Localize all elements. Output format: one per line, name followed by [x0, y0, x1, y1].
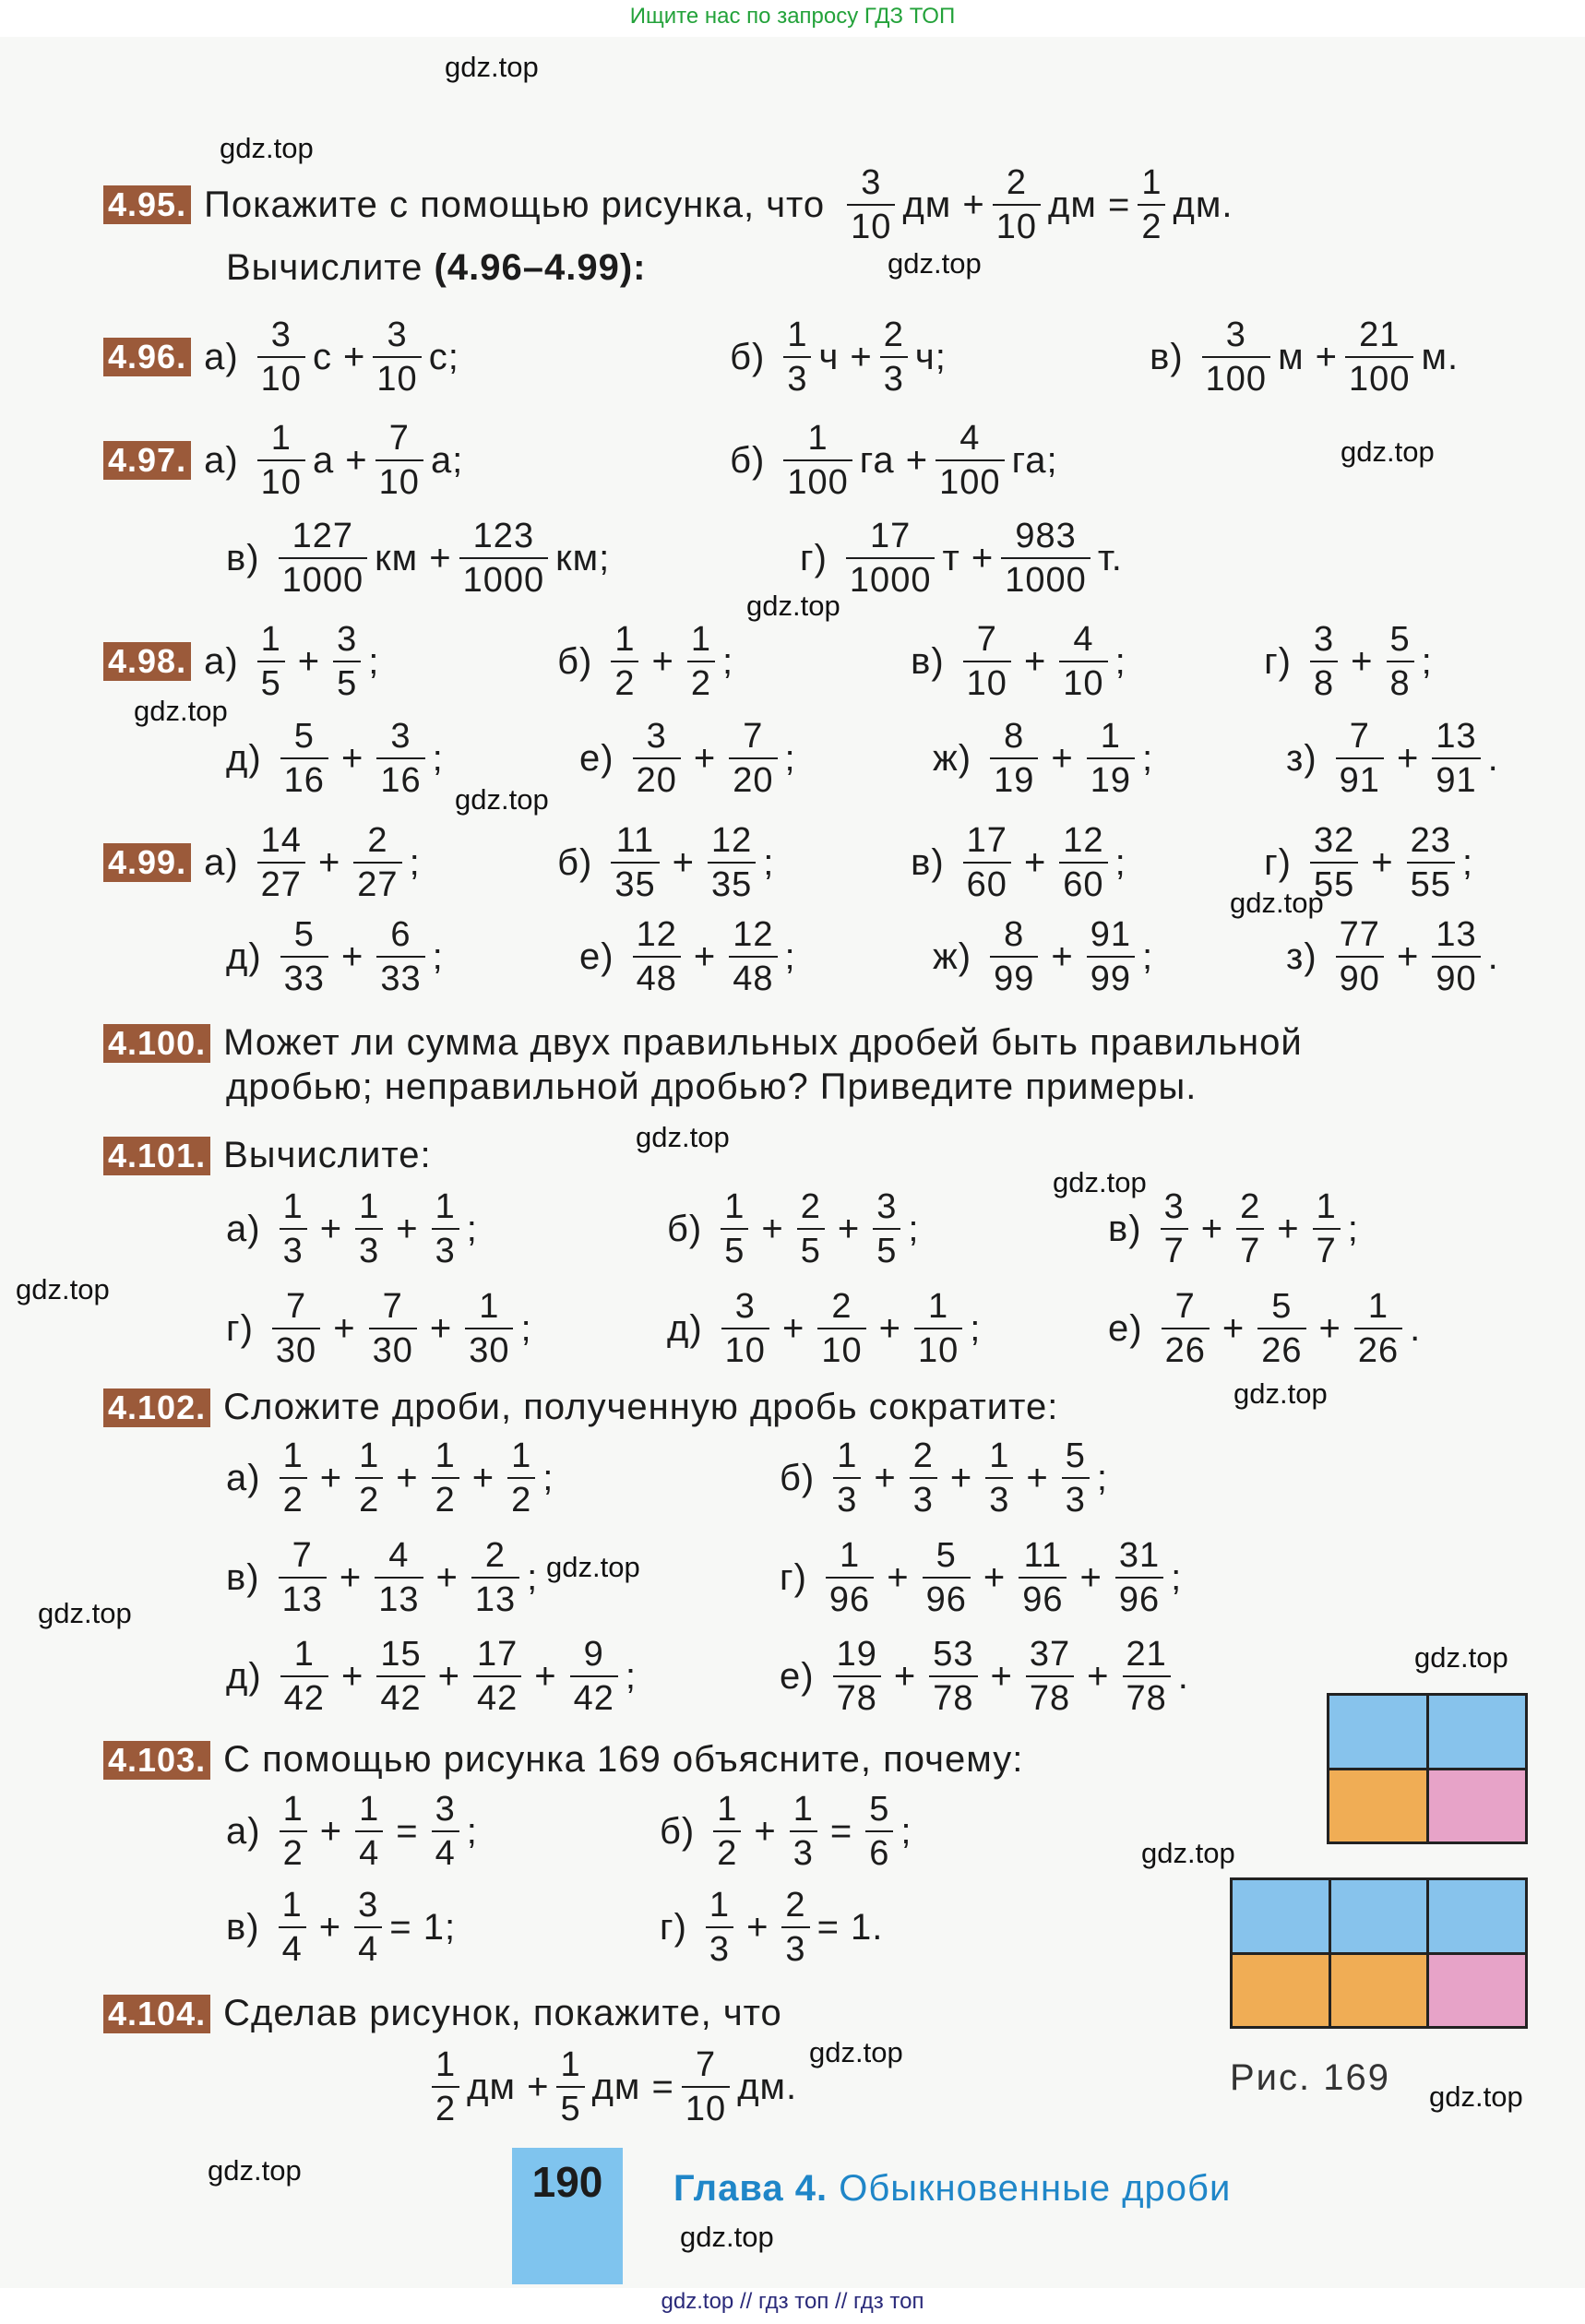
watermark: gdz.top [134, 695, 228, 727]
exercise-4-99 [103, 819, 1473, 906]
task-b: б) $\frac{1}{2}$ + $\frac{1}{2}$ ; [557, 620, 734, 703]
exercise-number: 4.101. [103, 1137, 210, 1175]
task-a: а) $\frac{1}{2}$ + $\frac{1}{2}$ + $\frac{1}{2}$ + $\frac{1}{2}$ ; [226, 1436, 554, 1520]
task-f: е) $\frac{19}{78}$ + $\frac{53}{78}$ + $\frac{37}{78}$ + $\frac{21}{78}$ . [780, 1635, 1189, 1718]
watermark: gdz.top [1341, 435, 1435, 468]
exercise-text: Покажите с помощью рисунка, что [204, 184, 826, 225]
fraction: $\frac{2}{10}$ [993, 161, 1041, 248]
task-c: в) $\frac{17}{60}$ + $\frac{12}{60}$ ; [911, 821, 1126, 904]
exercise-text-line2: дробью; неправильной дробью? Приведите примеры. [226, 1067, 1198, 1107]
exercise-number: 4.99. [103, 843, 191, 882]
task-f: е) $\frac{3}{20}$ + $\frac{7}{20}$ ; [579, 717, 796, 800]
exercise-text: Сложите дроби, полученную дробь сократите: [223, 1387, 1059, 1427]
grid-cell [1429, 1770, 1526, 1842]
task-a: а) $\frac{14}{27}$ + $\frac{2}{27}$ ; [204, 821, 421, 904]
task-b: б) $\frac{1}{3}$ ч + $\frac{2}{3}$ ч; [730, 316, 947, 399]
task-d: г) $\frac{32}{55}$ + $\frac{23}{55}$ ; [1264, 821, 1474, 904]
watermark: gdz.top [1414, 1641, 1508, 1674]
exercise-4-99-row2 [226, 913, 1499, 1000]
task-a: а) $\frac{1}{10}$ а + $\frac{7}{10}$ а; [204, 419, 464, 502]
watermark: gdz.top [455, 783, 549, 816]
exercise-text: Вычислите: [223, 1135, 432, 1175]
task-d: г) $\frac{7}{30}$ + $\frac{7}{30}$ + $\frac{1}{30}$ ; [226, 1287, 532, 1370]
exercise-text: С помощью рисунка 169 объясните, почему: [223, 1739, 1024, 1780]
exercise-4-103 [103, 1739, 1023, 1781]
exercise-number: 4.96. [103, 338, 191, 376]
task-d: г) $\frac{17}{1000}$ т + $\frac{983}{1000}$ т. [800, 517, 1123, 600]
exercise-4-101-row2 [226, 1285, 1421, 1372]
task-a: а) $\frac{3}{10}$ с + $\frac{3}{10}$ с; [204, 316, 459, 399]
page-number: 190 [512, 2148, 623, 2284]
grid-cell [1233, 1955, 1329, 2027]
figure-169-grid-small [1327, 1693, 1528, 1844]
task-e: д) $\frac{1}{42}$ + $\frac{15}{42}$ + $\frac{17}{42}$ + $\frac{9}{42}$ ; [226, 1635, 637, 1718]
unit: дм. [1173, 184, 1233, 225]
task-d: г) $\frac{3}{8}$ + $\frac{5}{8}$ ; [1264, 620, 1433, 703]
task-c: в) $\frac{7}{10}$ + $\frac{4}{10}$ ; [911, 620, 1126, 703]
task-c: в) $\frac{127}{1000}$ км + $\frac{123}{1000}$ км; [226, 517, 611, 600]
task-b: б) $\frac{1}{2}$ + $\frac{1}{3}$ = $\frac{5}{6}$ ; [660, 1790, 912, 1873]
task-a: а) $\frac{1}{2}$ + $\frac{1}{4}$ = $\frac{3}{4}$ ; [226, 1790, 478, 1873]
watermark: gdz.top [680, 2221, 774, 2253]
exercise-number: 4.103. [103, 1741, 210, 1780]
task-b: б) $\frac{11}{35}$ + $\frac{12}{35}$ ; [557, 821, 775, 904]
watermark: gdz.top [208, 2154, 302, 2187]
exercise-number: 4.102. [103, 1388, 210, 1427]
exercise-number: 4.98. [103, 642, 191, 681]
task-e: д) $\frac{3}{10}$ + $\frac{2}{10}$ + $\frac{1}{10}$ ; [667, 1287, 982, 1370]
watermark: gdz.top [636, 1121, 730, 1153]
task-c: в) $\frac{7}{13}$ + $\frac{4}{13}$ + $\frac{2}{13}$ ; [226, 1536, 539, 1619]
watermark: gdz.top [546, 1551, 640, 1583]
figure-169-grid-large [1230, 1877, 1528, 2029]
top-banner: Ищите нас по запросу ГДЗ ТОП [629, 4, 956, 29]
exercise-4-102-row1 [226, 1435, 1108, 1521]
figure-caption: Рис. 169 [1230, 2057, 1390, 2098]
exercise-4-102-row3 [226, 1633, 1189, 1720]
task-c: в) $\frac{1}{4}$ + $\frac{3}{4}$ = 1; [226, 1886, 457, 1969]
watermark: gdz.top [16, 1273, 110, 1305]
grid-cell [1429, 1696, 1526, 1768]
task-h: з) $\frac{77}{90}$ + $\frac{13}{90}$ . [1286, 915, 1499, 998]
watermark: gdz.top [888, 247, 982, 280]
watermark: gdz.top [1233, 1377, 1328, 1410]
exercise-4-98 [103, 618, 1433, 705]
instruction: Вычислите (4.96–4.99): [226, 247, 647, 288]
exercise-number: 4.95. [103, 185, 191, 224]
grid-cell [1429, 1880, 1525, 1952]
exercise-text: Сделав рисунок, покажите, что [223, 1993, 782, 2033]
task-e: д) $\frac{5}{33}$ + $\frac{6}{33}$ ; [226, 915, 444, 998]
unit: дм = [1048, 184, 1131, 225]
task-h: з) $\frac{7}{91}$ + $\frac{13}{91}$ . [1286, 717, 1499, 800]
grid-cell [1429, 1955, 1525, 2027]
task-e: д) $\frac{5}{16}$ + $\frac{3}{16}$ ; [226, 717, 444, 800]
watermark: gdz.top [220, 132, 314, 164]
exercise-4-97 [103, 417, 1058, 504]
watermark: gdz.top [1429, 2080, 1523, 2113]
exercise-4-97-row2 [226, 515, 1123, 602]
task-f: е) $\frac{7}{26}$ + $\frac{5}{26}$ + $\frac{1}{26}$ . [1108, 1287, 1422, 1370]
grid-cell [1331, 1880, 1427, 1952]
watermark: gdz.top [445, 51, 539, 83]
exercise-text: Может ли сумма двух правильных дробей быть правильной [223, 1022, 1303, 1063]
task-d: г) $\frac{1}{3}$ + $\frac{2}{3}$ = 1. [660, 1886, 884, 1969]
task-d: г) $\frac{1}{96}$ + $\frac{5}{96}$ + $\frac{11}{96}$ + $\frac{31}{96}$ ; [780, 1536, 1183, 1619]
exercise-number: 4.100. [103, 1024, 210, 1063]
watermark: gdz.top [1230, 887, 1324, 919]
task-b: б) $\frac{1}{5}$ + $\frac{2}{5}$ + $\frac{3}{5}$ ; [667, 1187, 920, 1270]
task-c: в) $\frac{3}{100}$ м + $\frac{21}{100}$ м. [1150, 316, 1460, 399]
task-g: ж) $\frac{8}{19}$ + $\frac{1}{19}$ ; [933, 717, 1154, 800]
exercise-number: 4.97. [103, 441, 191, 480]
exercise-4-102-row2 [226, 1534, 1182, 1621]
exercise-4-101 [103, 1135, 432, 1176]
task-f: е) $\frac{12}{48}$ + $\frac{12}{48}$ ; [579, 915, 796, 998]
watermark: gdz.top [809, 2036, 903, 2068]
fraction: $\frac{3}{10}$ [847, 161, 895, 248]
grid-cell [1329, 1770, 1426, 1842]
exercise-4-96 [103, 314, 1459, 400]
exercise-4-104 [103, 1993, 782, 2034]
task-c: в) $\frac{3}{7}$ + $\frac{2}{7}$ + $\frac{1}{7}$ ; [1108, 1187, 1359, 1270]
exercise-4-102 [103, 1387, 1058, 1428]
task-g: ж) $\frac{8}{99}$ + $\frac{91}{99}$ ; [933, 915, 1154, 998]
exercise-4-103-row1 [226, 1788, 912, 1875]
task-a: а) $\frac{1}{5}$ + $\frac{3}{5}$ ; [204, 620, 380, 703]
unit: дм + [902, 184, 985, 225]
grid-cell [1233, 1880, 1329, 1952]
task-a: а) $\frac{1}{3}$ + $\frac{1}{3}$ + $\frac{1}{3}$ ; [226, 1187, 478, 1270]
fraction: $\frac{1}{2}$ [1138, 161, 1165, 248]
task-b: б) $\frac{1}{100}$ га + $\frac{4}{100}$ га; [730, 419, 1058, 502]
exercise-4-103-row2 [226, 1884, 883, 1971]
bottom-banner: gdz.top // гдз топ // гдз топ [661, 2289, 924, 2314]
grid-cell [1331, 1955, 1427, 2027]
grid-cell [1329, 1696, 1426, 1768]
exercise-4-95 [103, 161, 1233, 248]
task-b: б) $\frac{1}{3}$ + $\frac{2}{3}$ + $\frac{1}{3}$ + $\frac{5}{3}$ ; [780, 1436, 1108, 1520]
watermark: gdz.top [1141, 1837, 1235, 1869]
watermark: gdz.top [746, 590, 840, 622]
exercise-number: 4.104. [103, 1995, 210, 2033]
exercise-4-100 [103, 1022, 1303, 1064]
watermark: gdz.top [1053, 1166, 1147, 1198]
watermark: gdz.top [38, 1597, 132, 1629]
exercise-4-98-row2 [226, 715, 1499, 802]
exercise-4-101-row1 [226, 1186, 1359, 1272]
exercise-4-104-equation: $\frac{1}{2}$ дм + $\frac{1}{5}$ дм = $\frac{7}{10}$ дм. [424, 2044, 797, 2130]
chapter-title: Глава 4. Обыкновенные дроби [673, 2168, 1232, 2209]
